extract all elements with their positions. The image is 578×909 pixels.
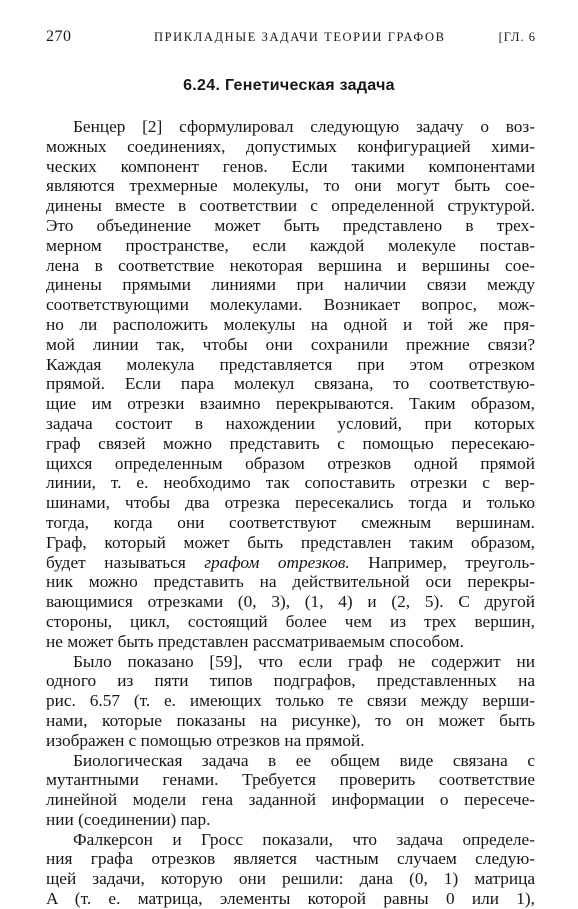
text-line: являются трехмерные молекулы, то они могут быть сое- <box>46 176 535 196</box>
text-line: одного из пяти типов подграфов, представленных на <box>46 671 535 691</box>
text-line: нии (соединении) пар. <box>46 809 211 829</box>
text-line: мой линии так, чтобы они сохранили прежние связи? <box>46 334 535 354</box>
text-line: стороны, цикл, состоящий более чем из трех вершин, <box>46 611 535 631</box>
paragraph-4 <box>46 830 535 909</box>
body-text <box>46 117 535 909</box>
text-line: Каждая молекула представляется при этом отрезком <box>46 354 535 374</box>
section-heading: 6.24. Генетическая задача <box>183 77 395 94</box>
text-line: граф связей можно представить с помощью пересекаю- <box>46 433 535 453</box>
text-line: Бенцер [2] сформулировал следующую задачу о воз- <box>73 117 535 136</box>
text-line: не может быть представлен рассматриваемым способом. <box>46 631 464 651</box>
text-line: прямой. Если пара молекул связана, то соответствую- <box>46 374 535 394</box>
text-line: лена в соответствие некоторая вершина и вершины сое- <box>46 255 535 275</box>
text-line: нами, которые показаны на рисунке), то он может быть <box>46 710 535 730</box>
text-line: Было показано [59], что если граф не содержит ни <box>73 651 535 671</box>
text-line: вающимися отрезками (0, 3), (1, 4) и (2, 5). С другой <box>46 592 535 612</box>
text-line: мерном пространстве, если каждой молекуле постав- <box>46 235 535 255</box>
paragraph-3 <box>46 751 535 830</box>
paragraph-2 <box>46 652 535 751</box>
text-line: соответствующими молекулами. Возникает вопрос, мож- <box>46 295 535 315</box>
text-line: изображен с помощью отрезков на прямой. <box>46 730 365 750</box>
text-line: Биологическая задача в ее общем виде связана с <box>73 750 535 770</box>
text-line: щие им отрезки взаимно перекрываются. Таким образом, <box>46 394 535 414</box>
text-line: ник можно представить на действительной оси перекры- <box>46 572 535 592</box>
text-run: Например, треуголь- <box>349 552 536 572</box>
text-line: линии, т. е. необходимо так сопоставить отрезки с вер- <box>46 473 535 493</box>
running-title: ПРИКЛАДНЫЕ ЗАДАЧИ ТЕОРИИ ГРАФОВ <box>154 30 446 44</box>
paragraph-1 <box>46 117 535 652</box>
text-run: будет называться <box>46 552 205 572</box>
italic-term: графом отрезков. <box>204 552 350 572</box>
text-line: рис. 6.57 (т. е. имеющих только те связи между верши- <box>46 691 535 711</box>
text-line: линейной модели гена заданной информации о пересече- <box>46 790 535 810</box>
text-line <box>46 553 535 573</box>
text-line: A (т. е. матрица, элементы которой равны 0 или 1), <box>46 889 535 909</box>
text-line: шинами, чтобы два отрезка пересекались тогда и только <box>46 493 535 513</box>
text-line: ческих компонент генов. Если такими компонентами <box>46 156 535 176</box>
text-line: Это объединение может быть представлено в трех- <box>46 215 535 235</box>
text-line: тогда, когда они соответствуют смежным вершинам. <box>46 512 535 532</box>
text-line: Граф, который может быть представлен таким образом, <box>46 532 535 552</box>
text-line: щихся определенным образом отрезков одной прямой <box>46 453 535 473</box>
text-line: мутантными генами. Требуется проверить соответствие <box>46 770 535 790</box>
running-header <box>46 28 536 48</box>
text-line: можных соединениях, допустимых конфигурацией хими- <box>46 136 535 156</box>
text-line: задача состоит в нахождении условий, при которых <box>46 413 535 433</box>
text-line: динены прямыми линиями при наличии связи между <box>46 275 535 295</box>
page-number: 270 <box>46 28 72 45</box>
chapter-marker: [ГЛ. 6 <box>498 30 536 44</box>
text-line: ния графа отрезков является частным случаем следую- <box>46 849 535 869</box>
text-line: но ли расположить молекулы на одной и той же пря- <box>46 314 535 334</box>
text-line: динены вместе в соответствии с определенной структурой. <box>46 196 535 216</box>
text-line: Фалкерсон и Гросс показали, что задача определе- <box>73 829 535 849</box>
text-line: щей задачи, которую они решили: дана (0, 1) матрица <box>46 869 535 889</box>
